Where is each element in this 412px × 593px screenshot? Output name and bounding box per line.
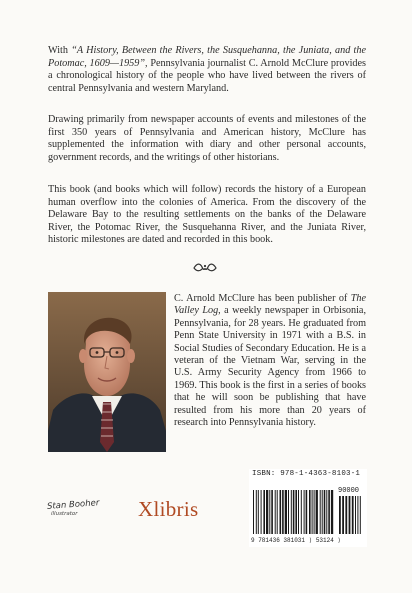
barcode-bar bbox=[339, 496, 341, 534]
isbn-label: ISBN: 978-1-4363-8103-1 bbox=[252, 470, 361, 478]
barcode-bar bbox=[345, 496, 347, 534]
barcode-bar bbox=[263, 490, 265, 534]
barcode-bar bbox=[301, 490, 302, 534]
barcode-bar bbox=[320, 490, 321, 534]
publisher-logo-text: Xlibris bbox=[138, 497, 199, 521]
barcode-bar bbox=[349, 496, 351, 534]
barcode-bar bbox=[328, 490, 330, 534]
author-bio bbox=[174, 293, 366, 429]
barcode-bar bbox=[280, 490, 282, 534]
barcode-bar bbox=[316, 490, 318, 534]
text-run: With bbox=[48, 45, 72, 56]
barcode-bar bbox=[306, 490, 308, 534]
barcode-bar bbox=[277, 490, 278, 534]
barcode-bar bbox=[285, 490, 287, 534]
barcode-bar bbox=[360, 496, 361, 534]
barcode-bar bbox=[271, 490, 273, 534]
publisher-logo bbox=[138, 497, 198, 522]
barcode-bar bbox=[275, 490, 276, 534]
barcode-bar bbox=[282, 490, 284, 534]
barcode-bar bbox=[253, 490, 254, 534]
barcode-bar bbox=[331, 490, 333, 534]
text-run: C. Arnold McClure has been publisher of bbox=[174, 293, 351, 304]
illustrator-signature: Stan Booher bbox=[46, 498, 100, 512]
barcode-bar bbox=[258, 490, 259, 534]
barcode-bar bbox=[309, 490, 311, 534]
text-run: , a weekly newspaper in Orbisonia, Pennsylvania, for 28 years. He graduated from Penn State University in 1971 with a B.S. in Social Studies of Secondary Education. He is a veteran of the Vietnam War, serving in the U.S. Army Security Agency from 1966 to 1969. This book is the first in a series of books that he will soon be publishing that have resulted from his more than 20 years of research into Pennsylvania history. bbox=[174, 305, 366, 429]
barcode-bar bbox=[352, 496, 354, 534]
author-photo bbox=[48, 292, 166, 452]
description-paragraph-3: This book (and books which will follow) records the history of a European human overflow into the colonies of America. From the discovery of the Delaware Bay to the resulting settlements on the banks of the Delaware River, the Potomac River, the Susquehanna River, and the Juniata River, historic milestones are dated and recorded in this book. bbox=[48, 184, 366, 246]
barcode-bar bbox=[288, 490, 289, 534]
barcode-digits: 9 781436 381031 ⟩ 53124 ⟩ bbox=[251, 537, 342, 544]
barcode-bar bbox=[322, 490, 323, 534]
barcode-bar bbox=[291, 490, 292, 534]
description-paragraph-2: Drawing primarily from newspaper accounts of events and milestones of the first 350 years of Pennsylvania and American history, McClure has supplemented the information with diary and other personal accounts, government records, and the writings of other historians. bbox=[48, 114, 366, 163]
barcode-bar bbox=[304, 490, 305, 534]
barcode-bar bbox=[342, 496, 344, 534]
barcode-bar bbox=[298, 490, 299, 534]
text-run: Pennsylvania journalist C. Arnold McClure provides a chronological history of the people who have lived between the rivers of central Pennsylvania and western Maryland. bbox=[48, 57, 366, 94]
price-code: 90000 bbox=[338, 487, 360, 495]
text-run: “A History, Between the Rivers, the Susquehanna, the Juniata, and the Potomac, 1609—1959”, bbox=[48, 45, 366, 69]
barcode-bar bbox=[355, 496, 356, 534]
ornament-divider-icon bbox=[192, 262, 218, 274]
text-run: The Valley Log bbox=[174, 293, 366, 317]
barcode-bar bbox=[312, 490, 313, 534]
illustrator-role: illustrator bbox=[51, 511, 78, 517]
barcode-bar bbox=[326, 490, 327, 534]
barcode-bar bbox=[314, 490, 315, 534]
barcode-bar bbox=[256, 490, 257, 534]
barcode-bar bbox=[269, 490, 270, 534]
barcode-bar bbox=[293, 490, 295, 534]
barcode-bar bbox=[266, 490, 268, 534]
barcode-bar bbox=[324, 490, 326, 534]
barcode-bar bbox=[261, 490, 262, 534]
description-paragraph-1 bbox=[48, 45, 366, 95]
barcode-bar bbox=[357, 496, 358, 534]
barcode-bar bbox=[295, 490, 297, 534]
